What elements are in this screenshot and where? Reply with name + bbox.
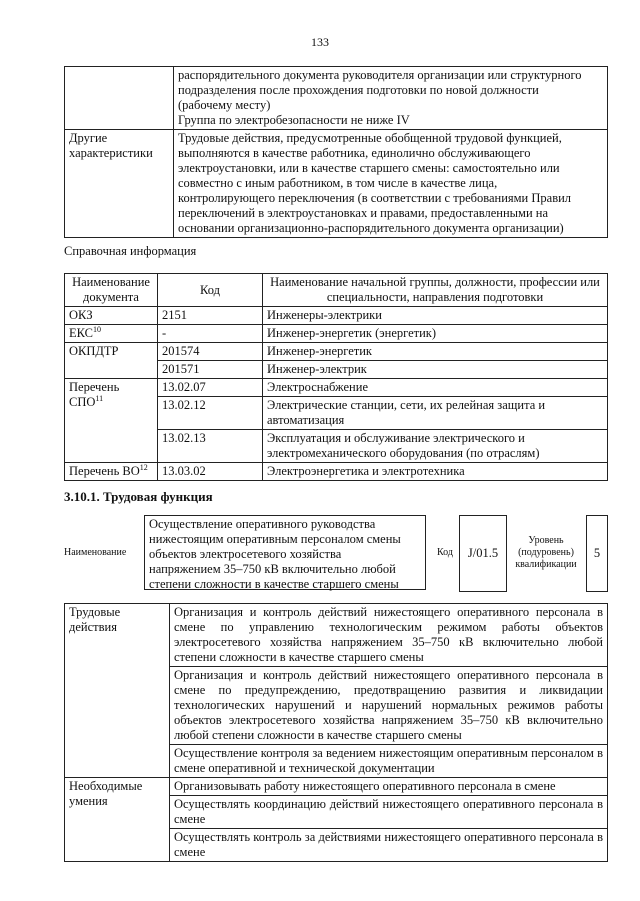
- section-label: Трудовые действия: [65, 604, 170, 778]
- cell-name: Электрические станции, сети, их релейная защита и автоматизация: [263, 397, 608, 430]
- text-line: переключений в электроустановках и правами, предоставленными на: [178, 206, 549, 220]
- cell-code: 13.02.07: [158, 379, 263, 397]
- function-name-box: [144, 515, 426, 590]
- row-label: [65, 67, 174, 130]
- name-label: Наименование: [64, 547, 127, 558]
- cell-name: Эксплуатация и обслуживание электрического и электромеханического оборудования (по отраслям): [263, 430, 608, 463]
- text-line: совместно с иным работником, в том числе в качестве лица,: [178, 176, 498, 190]
- row-label: Другие характеристики: [65, 130, 174, 238]
- text-line: Трудовые действия, предусмотренные обобщенной трудовой функцией,: [178, 131, 562, 145]
- table-row: [65, 604, 608, 667]
- table-row: [65, 343, 608, 361]
- table-row: [65, 778, 608, 796]
- level-value-box: 5: [586, 515, 608, 592]
- doc-name: Перечень ВО: [69, 464, 140, 478]
- header-document: Наименование документа: [65, 274, 158, 307]
- cell-doc: [65, 379, 158, 463]
- cell-doc: [65, 463, 158, 481]
- section-label: Необходимые умения: [65, 778, 170, 862]
- cell-code: 2151: [158, 307, 263, 325]
- table-row: [65, 67, 608, 130]
- text-line: выполняются в качестве работника, единолично обслуживающего: [178, 146, 531, 160]
- cell-name: Инженер-энергетик (энергетик): [263, 325, 608, 343]
- table-row: [65, 130, 608, 238]
- action-item: Организация и контроль действий нижестоящего оперативного персонала в смене по предупреждению, предотвращению развития и ликвидации технологических нарушений и нарушений нормальных режимов работы объектов электросетевого хозяйства напряжением 35–750 кВ включительно любой степени сложности в качестве старшего смены: [170, 667, 608, 745]
- cell-doc: ОКПДТР: [65, 343, 158, 379]
- footnote-ref: 10: [93, 324, 101, 334]
- action-item: Организация и контроль действий нижестоящего оперативного персонала в смене по управлению технологическим режимом работы объектов электросетевого хозяйства напряжением 35–750 кВ включительно любой степени сложности в качестве старшего смены: [170, 604, 608, 667]
- reference-title: Справочная информация: [64, 244, 197, 258]
- page-number: 133: [311, 35, 329, 49]
- text-line: контролирующего переключения (в соответствии с требованиями Правил: [178, 191, 572, 205]
- footnote-ref: 12: [139, 462, 148, 472]
- text-line: нижестоящим оперативным персоналом смены: [149, 532, 401, 546]
- table-row: [65, 307, 608, 325]
- header-name: Наименование начальной группы, должности, профессии или специальности, направления подготовки: [263, 274, 608, 307]
- text-line: распорядительного документа руководителя организации или структурного: [178, 68, 582, 82]
- code-label: Код: [437, 547, 453, 558]
- text-line: степени сложности в качестве старшего смены: [149, 577, 399, 591]
- table-header-row: [65, 274, 608, 307]
- cell-code: 13.02.13: [158, 430, 263, 463]
- skill-item: Организовывать работу нижестоящего оперативного персонала в смене: [170, 778, 608, 796]
- row-content: [174, 130, 608, 238]
- cell-name: Инженер-энергетик: [263, 343, 608, 361]
- action-item: Осуществление контроля за ведением нижестоящим оперативным персоналом в смене оперативной и технической документации: [170, 745, 608, 778]
- text-line: электроустановки, или в качестве старшего смены: самостоятельно или: [178, 161, 560, 175]
- cell-name: Инженеры-электрики: [263, 307, 608, 325]
- cell-code: 13.03.02: [158, 463, 263, 481]
- text-line: основании организационно-распорядительного документа организации): [178, 221, 564, 235]
- cell-code: 13.02.12: [158, 397, 263, 430]
- row-content: [174, 67, 608, 130]
- function-heading: 3.10.1. Трудовая функция: [64, 489, 213, 504]
- cell-code: -: [158, 325, 263, 343]
- cell-doc: ОКЗ: [65, 307, 158, 325]
- skill-item: Осуществлять контроль за действиями нижестоящего оперативного персонала в смене: [170, 829, 608, 862]
- text-line: (рабочему месту): [178, 98, 271, 112]
- code-value-box: J/01.5: [459, 515, 507, 592]
- cell-name: Инженер-электрик: [263, 361, 608, 379]
- reference-table: [64, 273, 608, 481]
- text-line: напряжением 35–750 кВ включительно любой: [149, 562, 396, 576]
- doc-name: Перечень СПО: [69, 380, 120, 409]
- text-line: подразделения после прохождения подготовки по новой должности: [178, 83, 539, 97]
- header-code: Код: [158, 274, 263, 307]
- cell-doc: [65, 325, 158, 343]
- cell-name: Электроснабжение: [263, 379, 608, 397]
- table-row: [65, 325, 608, 343]
- cell-name: Электроэнергетика и электротехника: [263, 463, 608, 481]
- skill-item: Осуществлять координацию действий нижестоящего оперативного персонала в смене: [170, 796, 608, 829]
- text-line: объектов электросетевого хозяйства: [149, 547, 342, 561]
- actions-table: [64, 603, 608, 862]
- text-line: Осуществление оперативного руководства: [149, 517, 376, 531]
- doc-name: ЕКС: [69, 326, 93, 340]
- text-line: Группа по электробезопасности не ниже IV: [178, 113, 410, 127]
- cell-code: 201571: [158, 361, 263, 379]
- characteristics-table: [64, 66, 608, 238]
- table-row: [65, 379, 608, 397]
- footnote-ref: 11: [95, 393, 104, 403]
- level-label: Уровень (подуровень) квалификации: [515, 535, 577, 570]
- cell-code: 201574: [158, 343, 263, 361]
- table-row: [65, 463, 608, 481]
